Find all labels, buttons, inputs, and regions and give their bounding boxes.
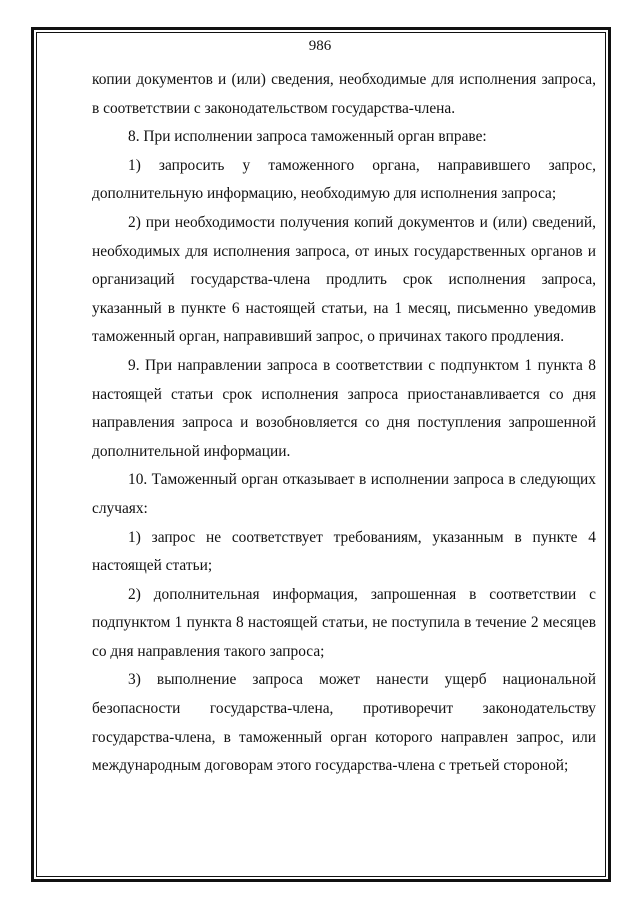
paragraph-item-8-2: 2) при необходимости получения копий документов и (или) сведений, необходимых для исполнения запроса, от иных государственных органов и организаций государства-члена продлить срок исполнения запроса, указанный в пункте 6 настоящей статьи, на 1 месяц, письменно уведомив таможенный орган, направивший запрос, о причинах такого продления. [92, 213, 596, 346]
paragraph-item-10-3: 3) выполнение запроса может нанести ущерб национальной безопасности государства-члена, противоречит законодательству государства-члена, в таможенный орган которого направлен запрос, или международным договорам этого государства-члена с третьей стороной; [92, 671, 596, 775]
paragraph-item-10-1: 1) запрос не соответствует требованиям, указанным в пункте 4 настоящей статьи; [92, 528, 596, 575]
page-number: 986 [308, 38, 332, 54]
paragraph-item-10: 10. Таможенный орган отказывает в исполнении запроса в следующих случаях: [92, 471, 596, 517]
paragraph-item-8-1: 1) запросить у таможенного органа, направившего запрос, дополнительную информацию, необходимую для исполнения запроса; [92, 156, 596, 203]
paragraph-item-9: 9. При направлении запроса в соответствии с подпунктом 1 пункта 8 настоящей статьи срок исполнения запроса приостанавливается со дня направления запроса и возобновляется со дня поступления запрошенной дополнительной информации. [92, 356, 596, 460]
paragraph-continuation: копии документов и (или) сведения, необходимые для исполнения запроса, в соответствии с законодательством государства-члена. [92, 71, 596, 117]
document-body [92, 66, 596, 781]
paragraph-item-10-2: 2) дополнительная информация, запрошенная в соответствии с подпунктом 1 пункта 8 настоящей статьи, не поступила в течение 2 месяцев со дня направления такого запроса; [92, 585, 596, 660]
paragraph-item-8: 8. При исполнении запроса таможенный орган вправе: [128, 128, 487, 146]
